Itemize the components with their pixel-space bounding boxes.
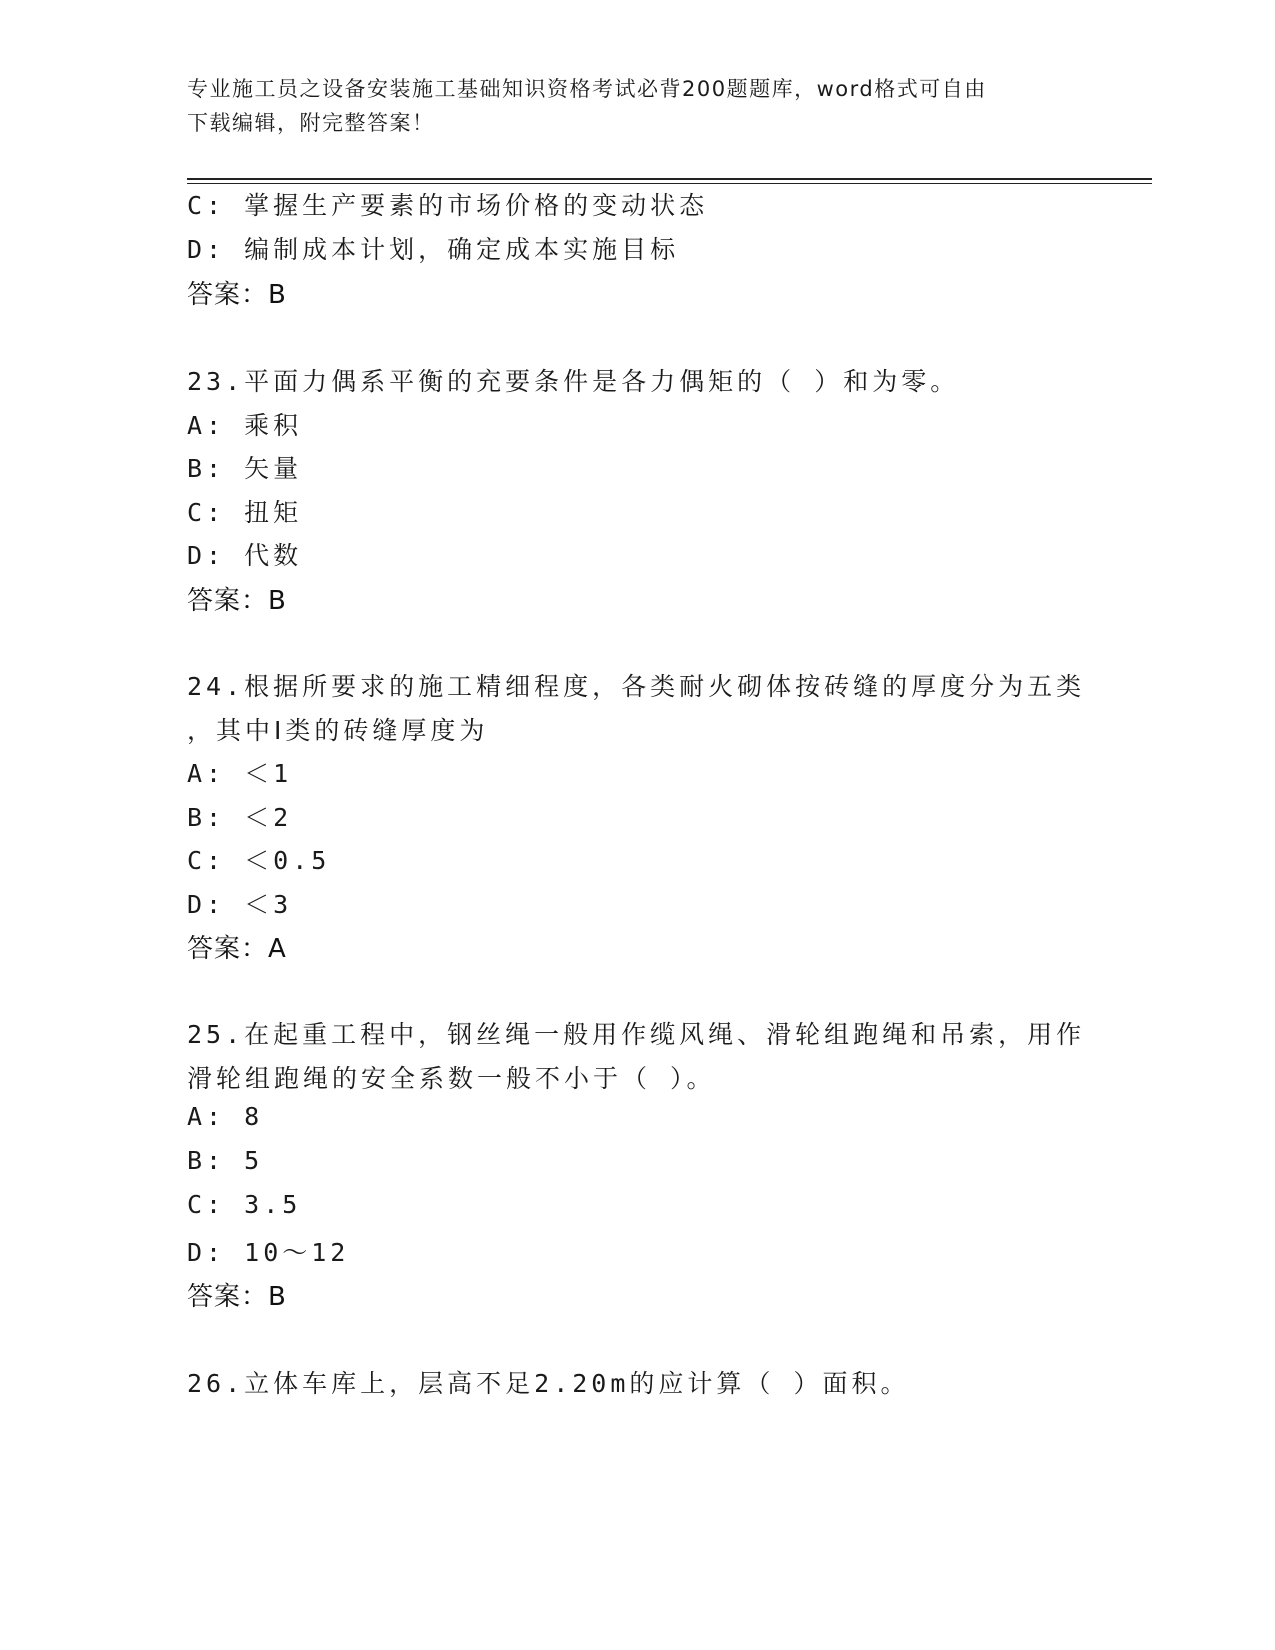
option-c: C: ＜0.5 [187,846,331,875]
header-rule-thick [187,178,1152,180]
question-stem-23: 23.平面力偶系平衡的充要条件是各力偶矩的（ ）和为零。 [187,367,960,396]
option-b: B: ＜2 [187,803,293,832]
question-stem-26: 26.立体车库上，层高不足2.20m的应计算（ ）面积。 [187,1369,910,1398]
option-d: D: 10～12 [187,1238,350,1267]
option-d: D: ＜3 [187,890,293,919]
option-c: C: 3.5 [187,1190,302,1219]
option-d: D: 编制成本计划，确定成本实施目标 [187,235,680,264]
document-header [187,72,1067,140]
option-c: C: 掌握生产要素的市场价格的变动状态 [187,191,709,220]
option-b: B: 5 [187,1146,264,1175]
option-a: A: 乘积 [187,411,303,440]
answer: 答案：B [187,280,287,310]
question-stem-25-continued: 滑轮组跑绳的安全系数一般不小于（ ）。 [187,1064,716,1093]
question-stem-25: 25.在起重工程中，钢丝绳一般用作缆风绳、滑轮组跑绳和吊索，用作 [187,1020,1086,1049]
header-line-1: 专业施工员之设备安装施工基础知识资格考试必背200题题库，word格式可自由 [187,77,987,101]
option-a: A: 8 [187,1102,264,1131]
answer: 答案：A [187,934,287,964]
option-c: C: 扭矩 [187,498,303,527]
option-d: D: 代数 [187,541,303,570]
answer: 答案：B [187,586,287,616]
header-rule-thin [187,183,1152,184]
option-a: A: ＜1 [187,759,293,788]
answer: 答案：B [187,1282,287,1312]
header-line-2: 下载编辑，附完整答案！ [187,111,435,135]
option-b: B: 矢量 [187,454,303,483]
question-stem-24: 24.根据所要求的施工精细程度，各类耐火砌体按砖缝的厚度分为五类 [187,672,1086,701]
question-stem-24-continued: ，其中Ⅰ类的砖缝厚度为 [187,716,489,745]
